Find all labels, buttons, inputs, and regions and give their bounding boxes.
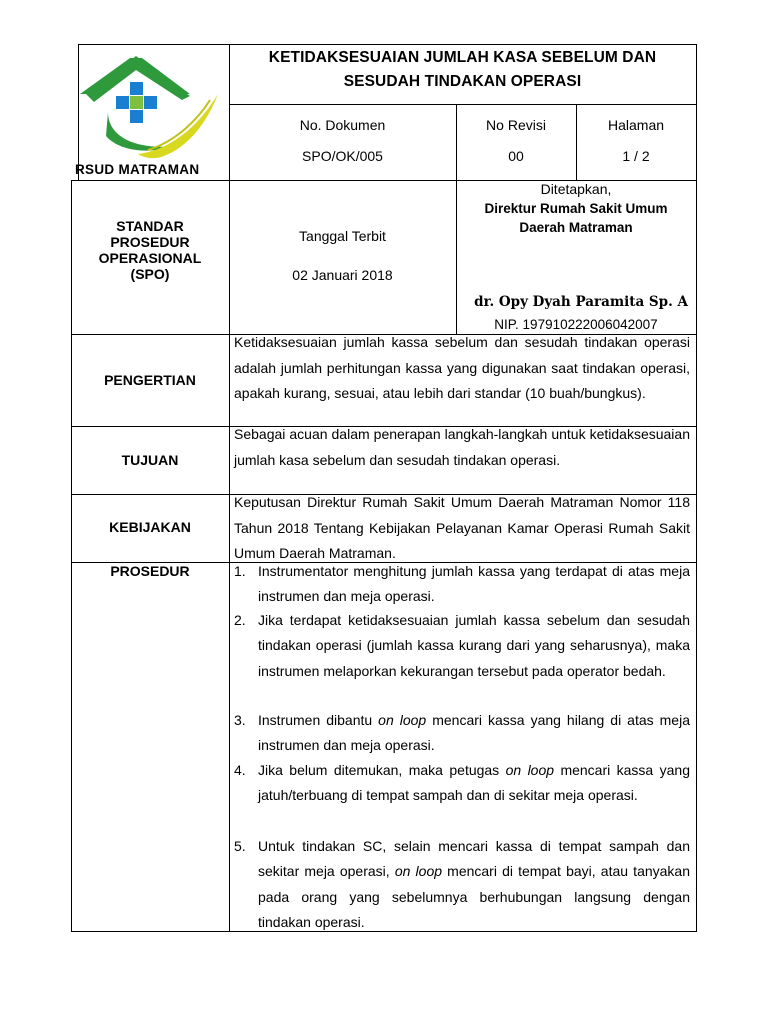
prosedur-step-text: Jika belum ditemukan, maka petugas on loop mencari kassa yang jatuh/terbuang di tempat sampah dan di sekitar meja operasi.: [258, 762, 690, 804]
prosedur-step-text: Jika terdapat ketidaksesuaian jumlah kassa sebelum dan sesudah tindakan operasi (jumlah kassa kurang dari yang seharusnya), maka instrumen melaporkan kekurangan tersebut pada operator bedah.: [258, 612, 690, 679]
kebijakan-label: KEBIJAKAN: [109, 519, 191, 535]
prosedur-step-number: 2.: [234, 612, 246, 628]
hospital-house-cross-leaf-logo-icon: [78, 50, 228, 166]
spo-label-line2: PROSEDUR: [110, 234, 190, 250]
pengertian-label: PENGERTIAN: [104, 372, 196, 388]
prosedur-step: [234, 834, 690, 935]
document-title-line2: SESUDAH TINDAKAN OPERASI: [343, 73, 582, 90]
prosedur-step-text: Instrumen dibantu on loop mencari kassa yang hilang di atas meja instrumen dan meja operasi.: [258, 712, 690, 754]
document-title: [229, 46, 696, 94]
pengertian-text: Ketidaksesuaian jumlah kassa sebelum dan sesudah tindakan operasi adalah jumlah perhitungan kassa yang digunakan saat tindakan operasi, apakah kurang, sesuai, atau lebih dari standar (10 buah/bungkus).: [234, 334, 690, 401]
director-title-line2: Daerah Matraman: [519, 220, 633, 235]
spo-label-line3: OPERASIONAL: [98, 250, 202, 266]
prosedur-step-number: 4.: [234, 762, 246, 778]
prosedur-step: [234, 559, 690, 610]
issue-date-label: Tanggal Terbit: [299, 228, 386, 244]
doc-number-label: No. Dokumen: [299, 117, 386, 133]
signatory-name-text: dr. Opy Dyah Paramita Sp. A: [474, 294, 688, 310]
prosedur-step-text: Untuk tindakan SC, selain mencari kassa di tempat sampah dan sekitar meja operasi, on loop mencari di tempat bayi, atau tanyakan pada orang yang sebelumnya berhubungan langsung dengan tindakan operasi.: [258, 838, 691, 930]
document-title-line1: KETIDAKSESUAIAN JUMLAH KASA SEBELUM DAN: [268, 49, 657, 66]
director-title: [456, 199, 696, 237]
approved-label: Ditetapkan,: [540, 181, 612, 197]
tujuan-text: Sebagai acuan dalam penerapan langkah-langkah untuk ketidaksesuaian jumlah kasa sebelum dan sesudah tindakan operasi.: [234, 426, 690, 468]
prosedur-step-text: Instrumentator menghitung jumlah kassa yang terdapat di atas meja instrumen dan meja operasi.: [258, 563, 690, 605]
prosedur-step-number: 1.: [234, 563, 246, 579]
spo-label-line4: (SPO): [130, 266, 170, 282]
page-label: Halaman: [607, 117, 665, 133]
prosedur-step-number: 3.: [234, 712, 246, 728]
revision-value: 00: [508, 148, 524, 164]
hospital-logo: [78, 50, 228, 166]
tujuan-label: TUJUAN: [121, 452, 179, 468]
doc-number-value: SPO/OK/005: [302, 148, 383, 164]
prosedur-step: [234, 608, 690, 684]
page-value: 1 / 2: [622, 148, 650, 164]
spo-label: [71, 218, 229, 282]
signatory-name: [456, 294, 696, 310]
prosedur-step: [234, 758, 690, 809]
issue-date-value: 02 Januari 2018: [292, 267, 393, 283]
prosedur-label: PROSEDUR: [110, 563, 190, 579]
prosedur-step: [234, 708, 690, 759]
director-title-line1: Direktur Rumah Sakit Umum: [484, 201, 668, 216]
signatory-nip: NIP. 197910222006042007: [494, 317, 658, 332]
kebijakan-text: Keputusan Direktur Rumah Sakit Umum Daerah Matraman Nomor 118 Tahun 2018 Tentang Kebijakan Pelayanan Kamar Operasi Rumah Sakit Umum Daerah Matraman.: [234, 494, 690, 561]
spo-label-line1: STANDAR: [116, 218, 184, 234]
revision-label: No Revisi: [486, 117, 546, 133]
hospital-name: RSUD MATRAMAN: [75, 162, 200, 177]
prosedur-step-number: 5.: [234, 838, 246, 854]
